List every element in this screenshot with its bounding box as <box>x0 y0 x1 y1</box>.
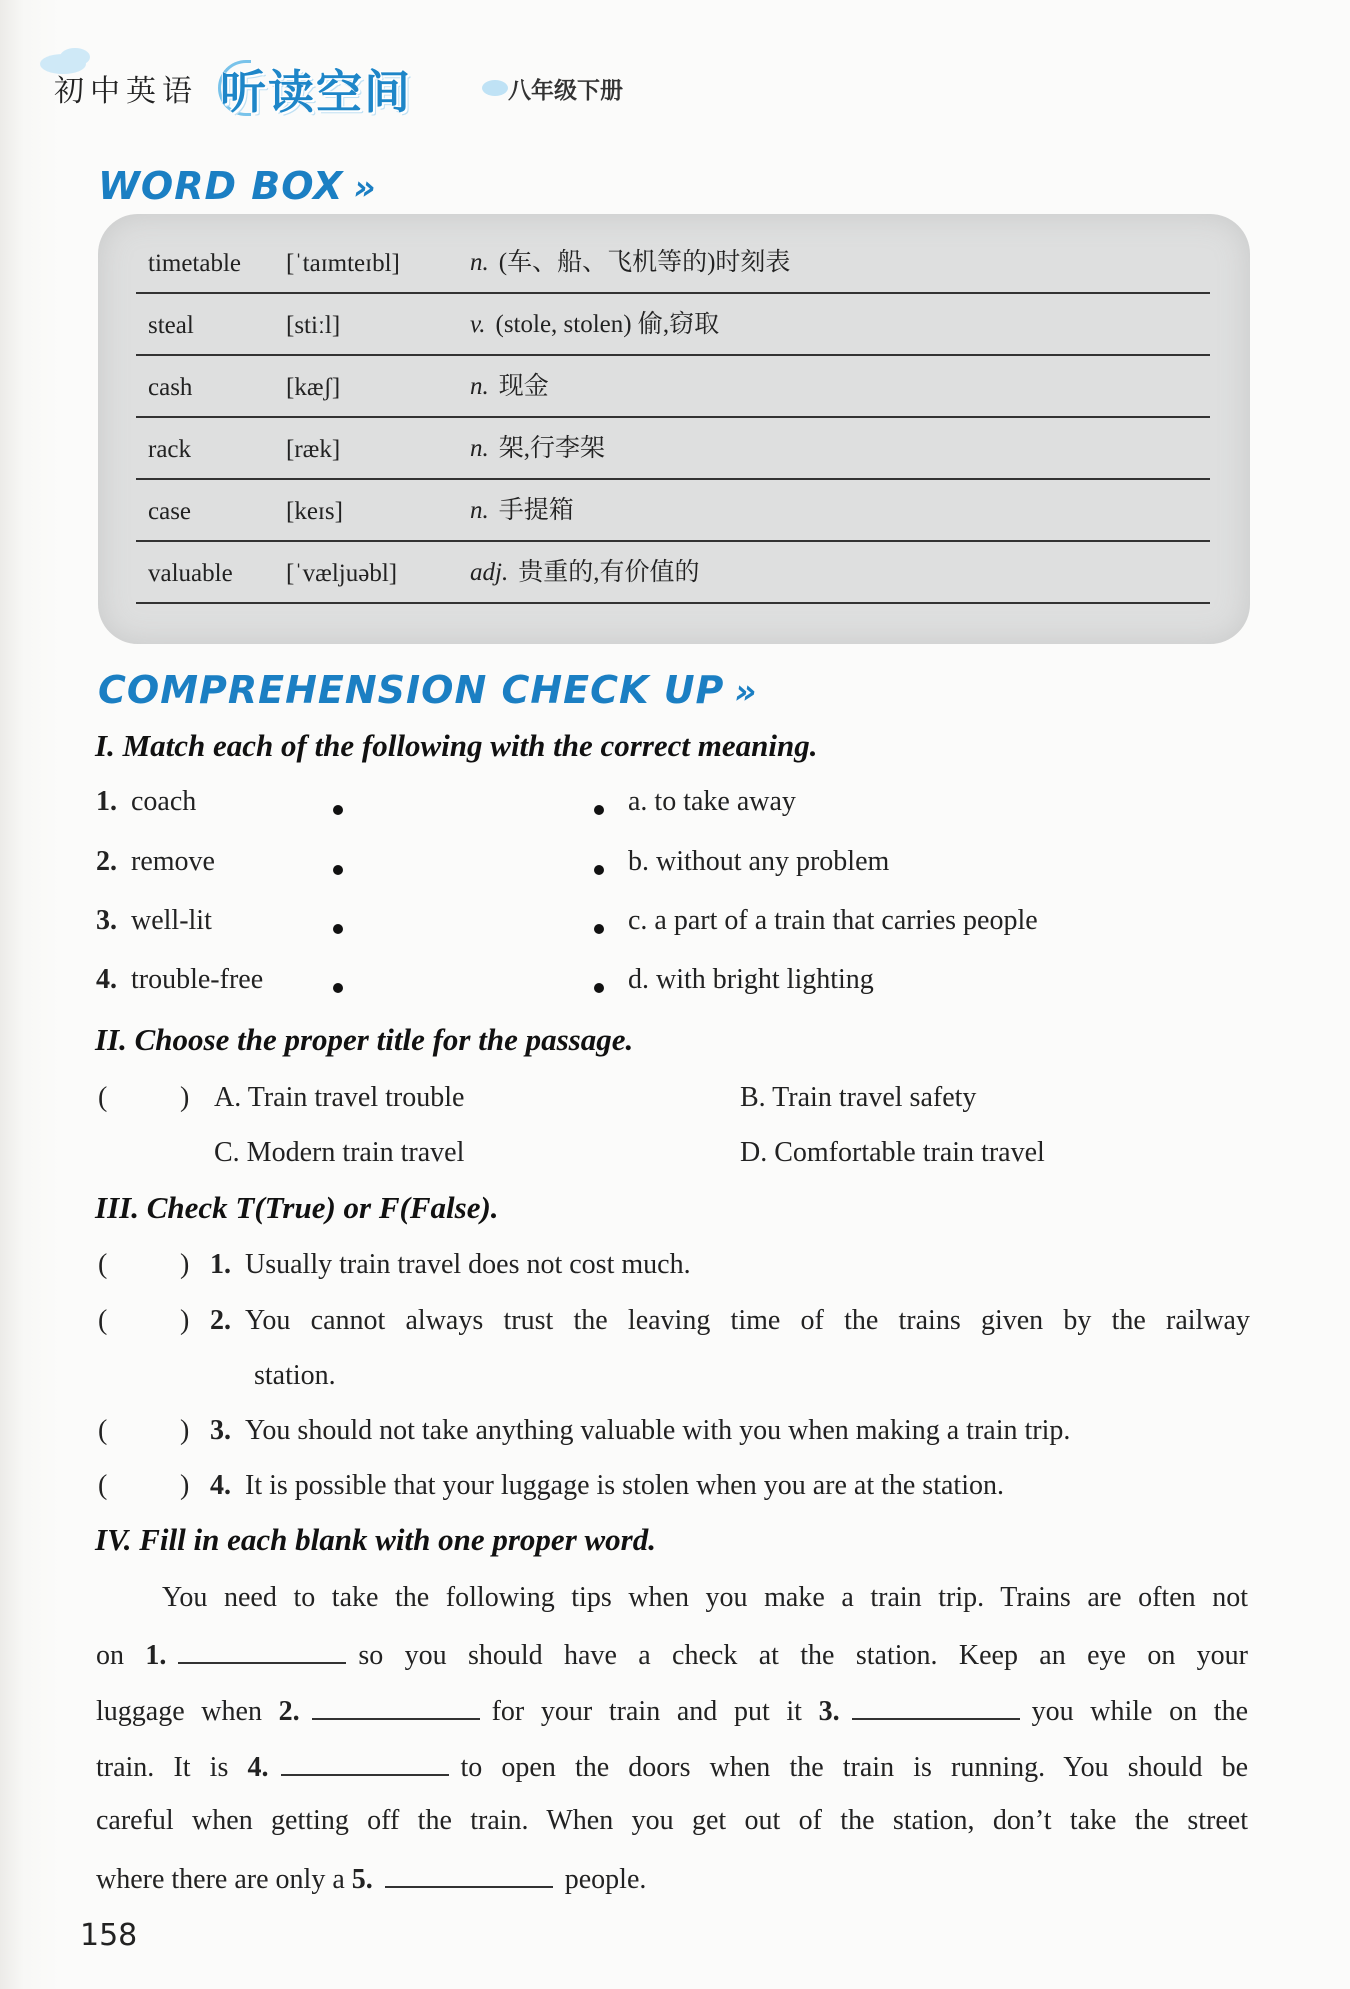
text: people. <box>564 1864 647 1895</box>
cloud-decoration <box>60 48 90 66</box>
item-text: You cannot always trust the leaving time of the trains given by the railway <box>245 1305 1250 1336</box>
item-number: 1. <box>96 786 117 817</box>
blank-2-input[interactable] <box>312 1694 480 1720</box>
page-header <box>40 52 680 132</box>
tf-item <box>210 1305 1250 1337</box>
cloud-icon <box>482 80 508 96</box>
match-option-b: b. without any problem <box>628 846 890 877</box>
part1-instruction: I. Match each of the following with the correct meaning. <box>95 728 818 763</box>
blank-number: 5. <box>351 1864 373 1895</box>
meaning <box>470 490 574 526</box>
tf-bracket-close: ) <box>180 1305 190 1336</box>
match-dot-left[interactable] <box>333 983 343 993</box>
item-text: well-lit <box>131 905 212 936</box>
blank-number: 2. <box>278 1696 300 1727</box>
page-number: 158 <box>80 1918 138 1953</box>
blank-number: 3. <box>818 1696 840 1727</box>
match-dot-left[interactable] <box>333 805 343 815</box>
part-of-speech: n. <box>470 373 489 400</box>
phonetic: [kæʃ] <box>286 374 341 401</box>
text: on <box>96 1640 124 1671</box>
title-option-b[interactable]: B. Train travel safety <box>740 1082 977 1113</box>
answer-bracket-open[interactable]: ( <box>98 1082 108 1113</box>
part2-instruction: II. Choose the proper title for the passage. <box>95 1022 634 1057</box>
match-dot-right[interactable] <box>594 924 604 934</box>
item-text: remove <box>131 846 215 877</box>
word-entry <box>136 294 1210 356</box>
tf-bracket-open[interactable]: ( <box>98 1249 108 1280</box>
text: where there are only a <box>96 1864 345 1895</box>
comprehension-title-text: COMPREHENSION CHECK UP <box>98 668 725 712</box>
meaning-text: (stole, stolen) 偷,窃取 <box>495 311 720 338</box>
item-number: 2. <box>210 1305 231 1336</box>
part-of-speech: n. <box>470 249 489 276</box>
text: luggage when <box>96 1696 262 1727</box>
title-option-a[interactable]: A. Train travel trouble <box>214 1082 465 1113</box>
tf-item <box>210 1470 1004 1502</box>
match-item-left <box>96 846 215 878</box>
word: timetable <box>148 250 242 277</box>
title-option-c[interactable]: C. Modern train travel <box>214 1137 465 1168</box>
text: so you should have a check at the station. Keep an eye on your <box>358 1640 1249 1671</box>
text: to open the doors when the train is running. You should be <box>460 1752 1249 1783</box>
word-entry <box>136 356 1210 418</box>
meaning-text: (车、船、飞机等的)时刻表 <box>498 249 791 276</box>
match-dot-left[interactable] <box>333 924 343 934</box>
part4-instruction: IV. Fill in each blank with one proper word. <box>95 1522 656 1557</box>
blank-4-input[interactable] <box>281 1750 449 1776</box>
part-of-speech: adj. <box>470 559 509 586</box>
tf-bracket-close: ) <box>180 1470 190 1501</box>
word: rack <box>148 436 192 463</box>
item-text: It is possible that your luggage is stolen when you are at the station. <box>245 1470 1004 1501</box>
meaning-text: 贵重的,有价值的 <box>518 559 700 586</box>
phonetic: [ræk] <box>286 436 341 463</box>
meaning <box>470 428 605 464</box>
item-number: 3. <box>96 905 117 936</box>
match-item-left <box>96 905 212 937</box>
match-item-left <box>96 786 196 818</box>
item-number: 1. <box>210 1249 231 1280</box>
match-dot-right[interactable] <box>594 983 604 993</box>
meaning-text: 现金 <box>498 373 549 400</box>
part-of-speech: v. <box>470 311 486 338</box>
meaning-text: 架,行李架 <box>498 435 606 462</box>
word-box-title <box>98 164 377 208</box>
tf-item <box>210 1249 691 1281</box>
tf-bracket-open[interactable]: ( <box>98 1305 108 1336</box>
match-dot-left[interactable] <box>333 865 343 875</box>
item-number: 4. <box>96 964 117 995</box>
part3-instruction: III. Check T(True) or F(False). <box>95 1190 499 1225</box>
word: steal <box>148 312 194 339</box>
word-entry <box>136 480 1210 542</box>
passage-line <box>96 1638 1248 1672</box>
match-item-left <box>96 964 263 996</box>
phonetic: [stiːl] <box>286 312 341 339</box>
comprehension-title <box>98 668 758 712</box>
blank-number: 1. <box>145 1640 167 1671</box>
tf-bracket-open[interactable]: ( <box>98 1470 108 1501</box>
phonetic: [keɪs] <box>286 498 343 525</box>
word-box-title-text: WORD BOX <box>98 164 344 208</box>
part-of-speech: n. <box>470 435 489 462</box>
item-text: Usually train travel does not cost much. <box>245 1249 691 1280</box>
blank-5-input[interactable] <box>385 1862 553 1888</box>
word-box-table <box>98 214 1250 644</box>
tf-bracket-open[interactable]: ( <box>98 1415 108 1446</box>
passage-line: careful when getting off the train. When you get out of the station, don’t take the street <box>96 1805 1248 1836</box>
meaning <box>470 552 699 588</box>
word: valuable <box>148 560 233 587</box>
match-option-d: d. with bright lighting <box>628 964 874 995</box>
passage-line: You need to take the following tips when you make a train trip. Trains are often not <box>162 1582 1248 1613</box>
phonetic: [ˈtaɪmteɪbl] <box>286 250 400 277</box>
passage-line <box>96 1694 1248 1728</box>
title-option-d[interactable]: D. Comfortable train travel <box>740 1137 1045 1168</box>
phonetic: [ˈvæljuəbl] <box>286 560 398 587</box>
meaning <box>470 366 549 402</box>
text: for your train and put it <box>491 1696 802 1727</box>
blank-number: 4. <box>247 1752 269 1783</box>
word-entry <box>136 542 1210 604</box>
meaning <box>470 304 719 340</box>
item-number: 3. <box>210 1415 231 1446</box>
match-dot-right[interactable] <box>594 865 604 875</box>
tf-item-continuation: station. <box>254 1360 336 1391</box>
chevron-right-icon: » <box>734 672 758 712</box>
match-option-c: c. a part of a train that carries people <box>628 905 1038 936</box>
item-number: 2. <box>96 846 117 877</box>
brand-logo-text: 听读空间 <box>220 65 412 119</box>
meaning-text: 手提箱 <box>498 497 574 524</box>
part-of-speech: n. <box>470 497 489 524</box>
word: cash <box>148 374 193 401</box>
answer-bracket-close: ) <box>180 1082 190 1113</box>
text: you while on the <box>1031 1696 1248 1727</box>
text: train. It is <box>96 1752 229 1783</box>
word-entry <box>136 418 1210 480</box>
grade-label: 八年级下册 <box>508 78 623 104</box>
word: case <box>148 498 192 525</box>
item-text: You should not take anything valuable with you when making a train trip. <box>245 1415 1071 1446</box>
passage-line <box>96 1750 1248 1784</box>
match-dot-right[interactable] <box>594 805 604 815</box>
blank-3-input[interactable] <box>852 1694 1020 1720</box>
tf-bracket-close: ) <box>180 1415 190 1446</box>
tf-item <box>210 1415 1070 1447</box>
blank-1-input[interactable] <box>178 1638 346 1664</box>
item-number: 4. <box>210 1470 231 1501</box>
chevron-right-icon: » <box>353 168 377 208</box>
series-title: 初中英语 <box>54 74 198 109</box>
meaning <box>470 242 790 278</box>
tf-bracket-close: ) <box>180 1249 190 1280</box>
passage-line <box>96 1862 1248 1896</box>
item-text: coach <box>131 786 197 817</box>
word-entry <box>136 232 1210 294</box>
item-text: trouble-free <box>131 964 264 995</box>
match-option-a: a. to take away <box>628 786 796 817</box>
